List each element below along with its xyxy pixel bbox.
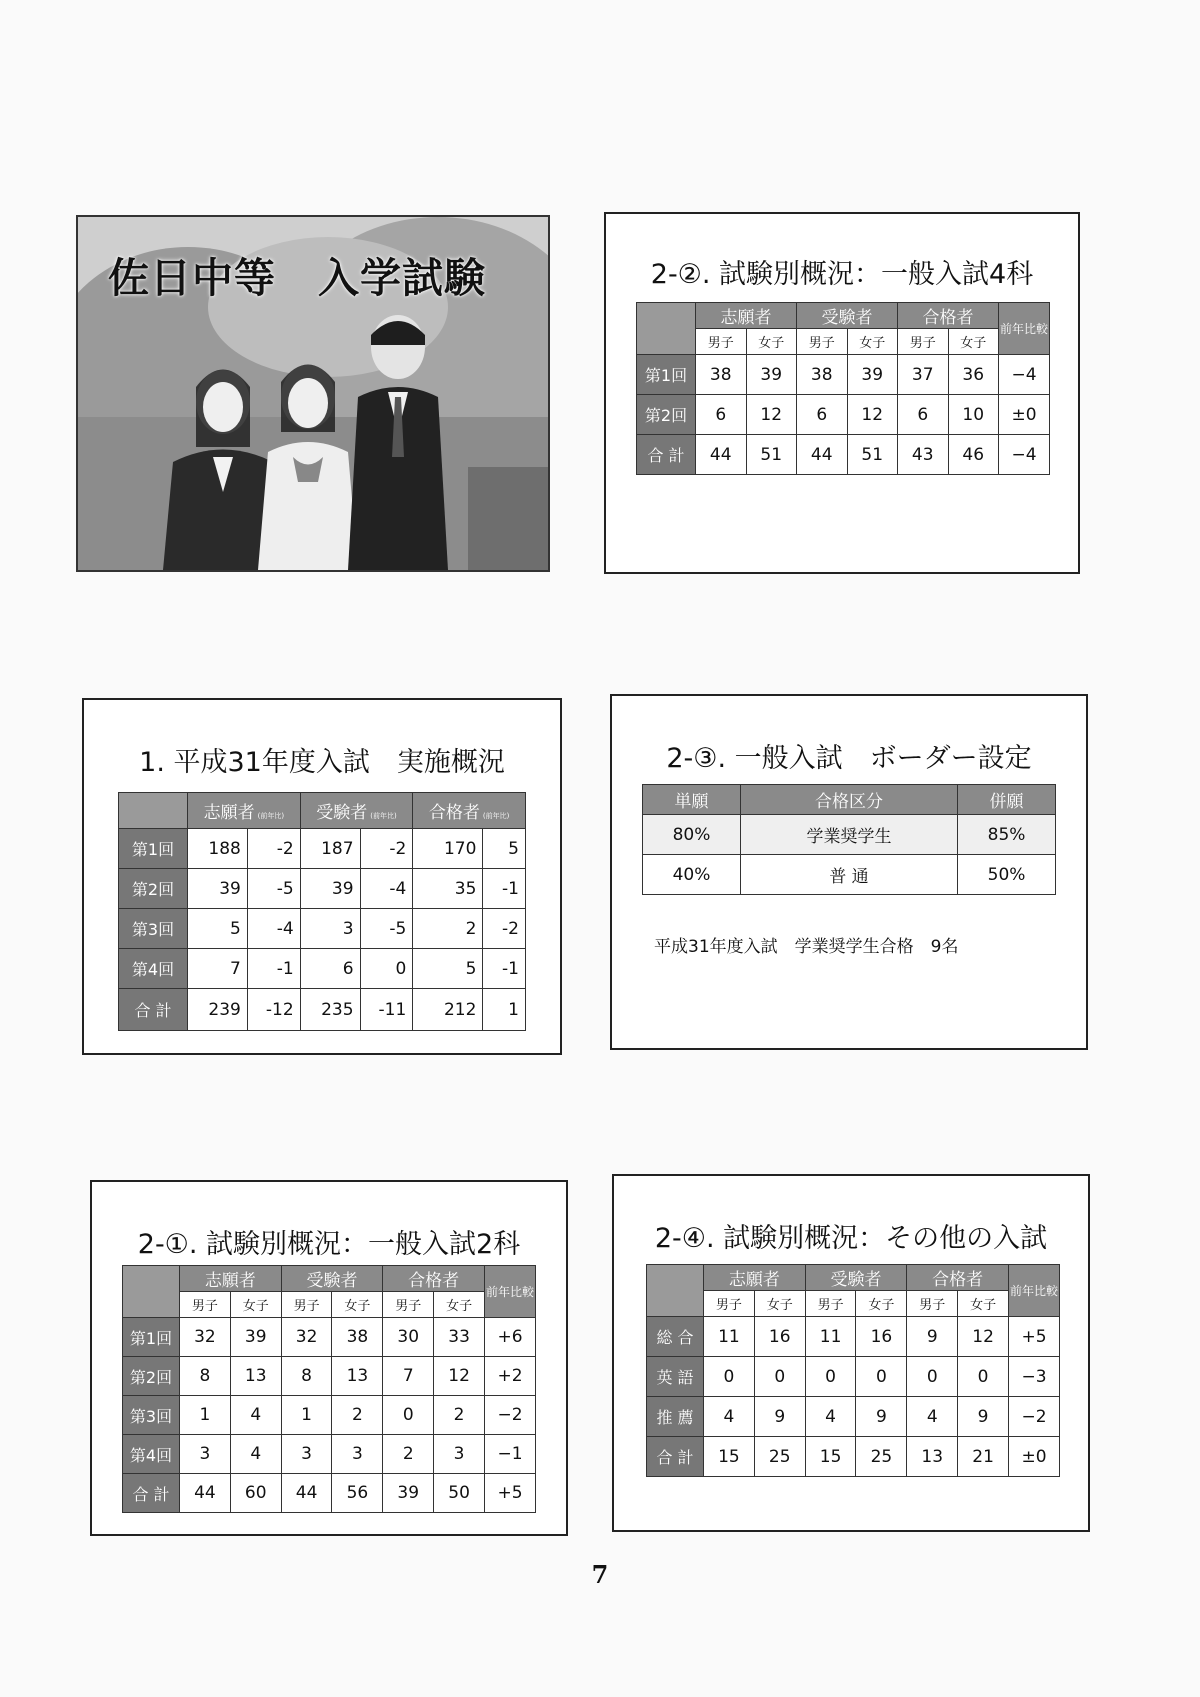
table-row — [123, 1396, 536, 1435]
row-label: 英 語 — [647, 1357, 704, 1397]
table-cell: 16 — [754, 1317, 805, 1357]
row-label: 第4回 — [119, 949, 188, 989]
table-cell: 21 — [958, 1437, 1009, 1477]
table-cell: 51 — [847, 435, 898, 475]
table-cell: 44 — [281, 1474, 332, 1513]
header-applicants-label: 志願者 — [203, 803, 255, 823]
table-cell: 212 — [413, 989, 483, 1031]
table-row — [119, 869, 526, 909]
header-passers-label: 合格者 — [428, 803, 480, 823]
table-cell: 2 — [413, 909, 483, 949]
slide-title: 2-②. 試験別概況：一般入試4科 — [650, 259, 1034, 290]
header-prev-year: 前年比較 — [1009, 1265, 1060, 1317]
row-label: 第3回 — [119, 909, 188, 949]
header-single-application: 単願 — [643, 785, 741, 815]
table-cell: 4 — [704, 1397, 755, 1437]
header-applicants — [188, 793, 301, 829]
header-prev-year: 前年比較 — [999, 303, 1050, 355]
table-cell: 38 — [332, 1318, 383, 1357]
table-cell: −3 — [1009, 1357, 1060, 1397]
table-cell: 0 — [754, 1357, 805, 1397]
header-note: (前年比) — [482, 812, 510, 820]
table-cell: 80% — [643, 815, 741, 855]
table-cell: 4 — [907, 1397, 958, 1437]
row-label: 第1回 — [119, 829, 188, 869]
table-cell: -4 — [360, 869, 413, 909]
header-applicants: 志願者 — [704, 1265, 806, 1291]
table-cell: 51 — [746, 435, 797, 475]
table-cell: 6 — [898, 395, 949, 435]
table-cell: 0 — [704, 1357, 755, 1397]
table-cell: 11 — [704, 1317, 755, 1357]
table-row — [119, 909, 526, 949]
table-cell: 学業奨学生 — [740, 815, 957, 855]
photo-slide — [76, 215, 550, 572]
table-cell: 13 — [907, 1437, 958, 1477]
subheader-boys: 男子 — [180, 1292, 231, 1318]
border-settings-table — [642, 784, 1056, 895]
slide-title: 1. 平成31年度入試 実施概況 — [139, 747, 505, 778]
table-row — [119, 989, 526, 1031]
table-row — [123, 1318, 536, 1357]
table-row — [119, 829, 526, 869]
table-cell: 普 通 — [740, 855, 957, 895]
table-corner — [647, 1265, 704, 1317]
table-cell: 1 — [483, 989, 526, 1031]
table-row — [643, 815, 1056, 855]
table-cell: -2 — [483, 909, 526, 949]
table-cell: 39 — [188, 869, 248, 909]
subheader-girls: 女子 — [746, 329, 797, 355]
table-cell: −4 — [999, 355, 1050, 395]
table-cell: 39 — [300, 869, 360, 909]
table-cell: 4 — [230, 1435, 281, 1474]
table-cell: 50 — [434, 1474, 485, 1513]
header-note: (前年比) — [370, 812, 397, 820]
slide-general-4-subjects — [604, 212, 1080, 574]
table-cell: 0 — [805, 1357, 856, 1397]
row-label: 総 合 — [647, 1317, 704, 1357]
row-label: 合 計 — [119, 989, 188, 1031]
table-cell: 10 — [948, 395, 999, 435]
subheader-boys: 男子 — [696, 329, 747, 355]
row-label: 第4回 — [123, 1435, 180, 1474]
slide-title: 2-①. 試験別概況：一般入試2科 — [137, 1229, 521, 1260]
table-row — [647, 1437, 1060, 1477]
table-cell: 2 — [332, 1396, 383, 1435]
row-label: 合 計 — [123, 1474, 180, 1513]
table-row — [647, 1317, 1060, 1357]
scholarship-note: 平成31年度入試 学業奨学生合格 9名 — [654, 937, 959, 957]
general-2-subjects-table — [122, 1265, 536, 1513]
subheader-boys: 男子 — [805, 1291, 856, 1317]
table-cell: 3 — [180, 1435, 231, 1474]
table-cell: 44 — [180, 1474, 231, 1513]
table-cell: 11 — [805, 1317, 856, 1357]
table-cell: 85% — [958, 815, 1056, 855]
table-cell: -12 — [247, 989, 300, 1031]
slide-general-2-subjects — [90, 1180, 568, 1536]
table-cell: 39 — [847, 355, 898, 395]
table-cell: 5 — [188, 909, 248, 949]
header-passers: 合格者 — [907, 1265, 1009, 1291]
table-cell: 60 — [230, 1474, 281, 1513]
subheader-boys: 男子 — [898, 329, 949, 355]
subheader-boys: 男子 — [281, 1292, 332, 1318]
subheader-girls: 女子 — [847, 329, 898, 355]
table-cell: +2 — [485, 1357, 536, 1396]
row-label: 合 計 — [637, 435, 696, 475]
subheader-boys: 男子 — [704, 1291, 755, 1317]
table-cell: 0 — [856, 1357, 907, 1397]
overview-table — [118, 792, 526, 1031]
table-cell: 39 — [230, 1318, 281, 1357]
other-exams-table — [646, 1264, 1060, 1477]
header-passers: 合格者 — [383, 1266, 485, 1292]
table-cell: 44 — [797, 435, 848, 475]
table-cell: 7 — [188, 949, 248, 989]
table-cell: 12 — [434, 1357, 485, 1396]
header-examinees-label: 受験者 — [316, 803, 368, 823]
table-row — [647, 1357, 1060, 1397]
table-cell: 39 — [383, 1474, 434, 1513]
table-row — [637, 355, 1050, 395]
row-label: 第3回 — [123, 1396, 180, 1435]
table-cell: -5 — [360, 909, 413, 949]
header-note: (前年比) — [257, 812, 285, 820]
table-cell: -1 — [483, 869, 526, 909]
subheader-girls: 女子 — [230, 1292, 281, 1318]
table-cell: +6 — [485, 1318, 536, 1357]
subheader-girls: 女子 — [856, 1291, 907, 1317]
row-label: 第2回 — [123, 1357, 180, 1396]
table-cell: 9 — [907, 1317, 958, 1357]
table-cell: 44 — [696, 435, 747, 475]
table-cell: 0 — [907, 1357, 958, 1397]
table-row — [119, 949, 526, 989]
table-cell: 9 — [958, 1397, 1009, 1437]
table-cell: 38 — [797, 355, 848, 395]
header-passers: 合格者 — [898, 303, 999, 329]
table-cell: −1 — [485, 1435, 536, 1474]
table-cell: 235 — [300, 989, 360, 1031]
table-cell: 9 — [856, 1397, 907, 1437]
table-cell: 4 — [230, 1396, 281, 1435]
table-row — [637, 395, 1050, 435]
table-cell: 43 — [898, 435, 949, 475]
table-cell: 30 — [383, 1318, 434, 1357]
table-cell: 8 — [281, 1357, 332, 1396]
slide-title: 2-④. 試験別概況：その他の入試 — [654, 1223, 1048, 1254]
table-corner — [637, 303, 696, 355]
slide-border-settings — [610, 694, 1088, 1050]
table-cell: 16 — [856, 1317, 907, 1357]
subheader-girls: 女子 — [434, 1292, 485, 1318]
table-cell: 2 — [434, 1396, 485, 1435]
table-cell: 1 — [180, 1396, 231, 1435]
table-cell: 188 — [188, 829, 248, 869]
table-cell: 15 — [704, 1437, 755, 1477]
table-cell: 32 — [281, 1318, 332, 1357]
table-cell: 187 — [300, 829, 360, 869]
general-4-subjects-table — [636, 302, 1050, 475]
table-cell: 3 — [281, 1435, 332, 1474]
table-corner — [119, 793, 188, 829]
table-cell: −2 — [485, 1396, 536, 1435]
table-cell: 12 — [746, 395, 797, 435]
row-label: 第1回 — [123, 1318, 180, 1357]
table-cell: 9 — [754, 1397, 805, 1437]
header-examinees: 受験者 — [805, 1265, 907, 1291]
subheader-boys: 男子 — [383, 1292, 434, 1318]
table-cell: 32 — [180, 1318, 231, 1357]
table-cell: 3 — [434, 1435, 485, 1474]
table-row — [123, 1435, 536, 1474]
table-cell: 12 — [847, 395, 898, 435]
slide-title: 2-③. 一般入試 ボーダー設定 — [666, 743, 1032, 774]
table-cell: ±0 — [1009, 1437, 1060, 1477]
header-pass-category: 合格区分 — [740, 785, 957, 815]
table-cell: 40% — [643, 855, 741, 895]
table-cell: -1 — [247, 949, 300, 989]
table-cell: 0 — [958, 1357, 1009, 1397]
header-examinees: 受験者 — [797, 303, 898, 329]
header-applicants: 志願者 — [696, 303, 797, 329]
table-cell: 7 — [383, 1357, 434, 1396]
header-multiple-application: 併願 — [958, 785, 1056, 815]
subheader-boys: 男子 — [907, 1291, 958, 1317]
table-cell: -11 — [360, 989, 413, 1031]
table-row — [643, 855, 1056, 895]
table-cell: 0 — [383, 1396, 434, 1435]
subheader-girls: 女子 — [948, 329, 999, 355]
table-cell: 12 — [958, 1317, 1009, 1357]
table-cell: 170 — [413, 829, 483, 869]
header-applicants: 志願者 — [180, 1266, 282, 1292]
subheader-girls: 女子 — [958, 1291, 1009, 1317]
table-cell: 39 — [746, 355, 797, 395]
table-cell: 1 — [281, 1396, 332, 1435]
table-cell: -5 — [247, 869, 300, 909]
header-passers — [413, 793, 526, 829]
table-row — [637, 435, 1050, 475]
table-cell: 3 — [300, 909, 360, 949]
header-examinees: 受験者 — [281, 1266, 383, 1292]
table-cell: -2 — [247, 829, 300, 869]
table-cell: 38 — [696, 355, 747, 395]
header-prev-year: 前年比較 — [485, 1266, 536, 1318]
table-cell: −4 — [999, 435, 1050, 475]
subheader-girls: 女子 — [754, 1291, 805, 1317]
row-label: 第2回 — [637, 395, 696, 435]
table-cell: 56 — [332, 1474, 383, 1513]
table-cell: 15 — [805, 1437, 856, 1477]
table-cell: 25 — [856, 1437, 907, 1477]
table-cell: −2 — [1009, 1397, 1060, 1437]
table-cell: 35 — [413, 869, 483, 909]
table-row — [647, 1397, 1060, 1437]
row-label: 第1回 — [637, 355, 696, 395]
table-cell: 2 — [383, 1435, 434, 1474]
row-label: 第2回 — [119, 869, 188, 909]
table-cell: 6 — [300, 949, 360, 989]
slide-other-exams — [612, 1174, 1090, 1532]
table-cell: 0 — [360, 949, 413, 989]
subheader-girls: 女子 — [332, 1292, 383, 1318]
table-cell: 6 — [696, 395, 747, 435]
table-cell: 13 — [230, 1357, 281, 1396]
table-row — [123, 1474, 536, 1513]
table-cell: +5 — [485, 1474, 536, 1513]
table-cell: 239 — [188, 989, 248, 1031]
table-cell: 3 — [332, 1435, 383, 1474]
table-cell: 37 — [898, 355, 949, 395]
table-cell: 8 — [180, 1357, 231, 1396]
table-cell: 5 — [483, 829, 526, 869]
table-cell: 46 — [948, 435, 999, 475]
slide-overview — [82, 698, 562, 1055]
table-cell: 36 — [948, 355, 999, 395]
table-cell: 50% — [958, 855, 1056, 895]
table-cell: -2 — [360, 829, 413, 869]
table-cell: 25 — [754, 1437, 805, 1477]
table-cell: 13 — [332, 1357, 383, 1396]
row-label: 合 計 — [647, 1437, 704, 1477]
table-row — [123, 1357, 536, 1396]
subheader-boys: 男子 — [797, 329, 848, 355]
page-number: 7 — [591, 1560, 609, 1589]
row-label: 推 薦 — [647, 1397, 704, 1437]
table-cell: 6 — [797, 395, 848, 435]
table-cell: 4 — [805, 1397, 856, 1437]
table-cell: ±0 — [999, 395, 1050, 435]
table-cell: 33 — [434, 1318, 485, 1357]
header-examinees — [300, 793, 413, 829]
table-cell: -4 — [247, 909, 300, 949]
table-corner — [123, 1266, 180, 1318]
photo-slide-title: 佐日中等 入学試験 — [108, 254, 486, 302]
table-cell: -1 — [483, 949, 526, 989]
table-cell: +5 — [1009, 1317, 1060, 1357]
table-cell: 5 — [413, 949, 483, 989]
